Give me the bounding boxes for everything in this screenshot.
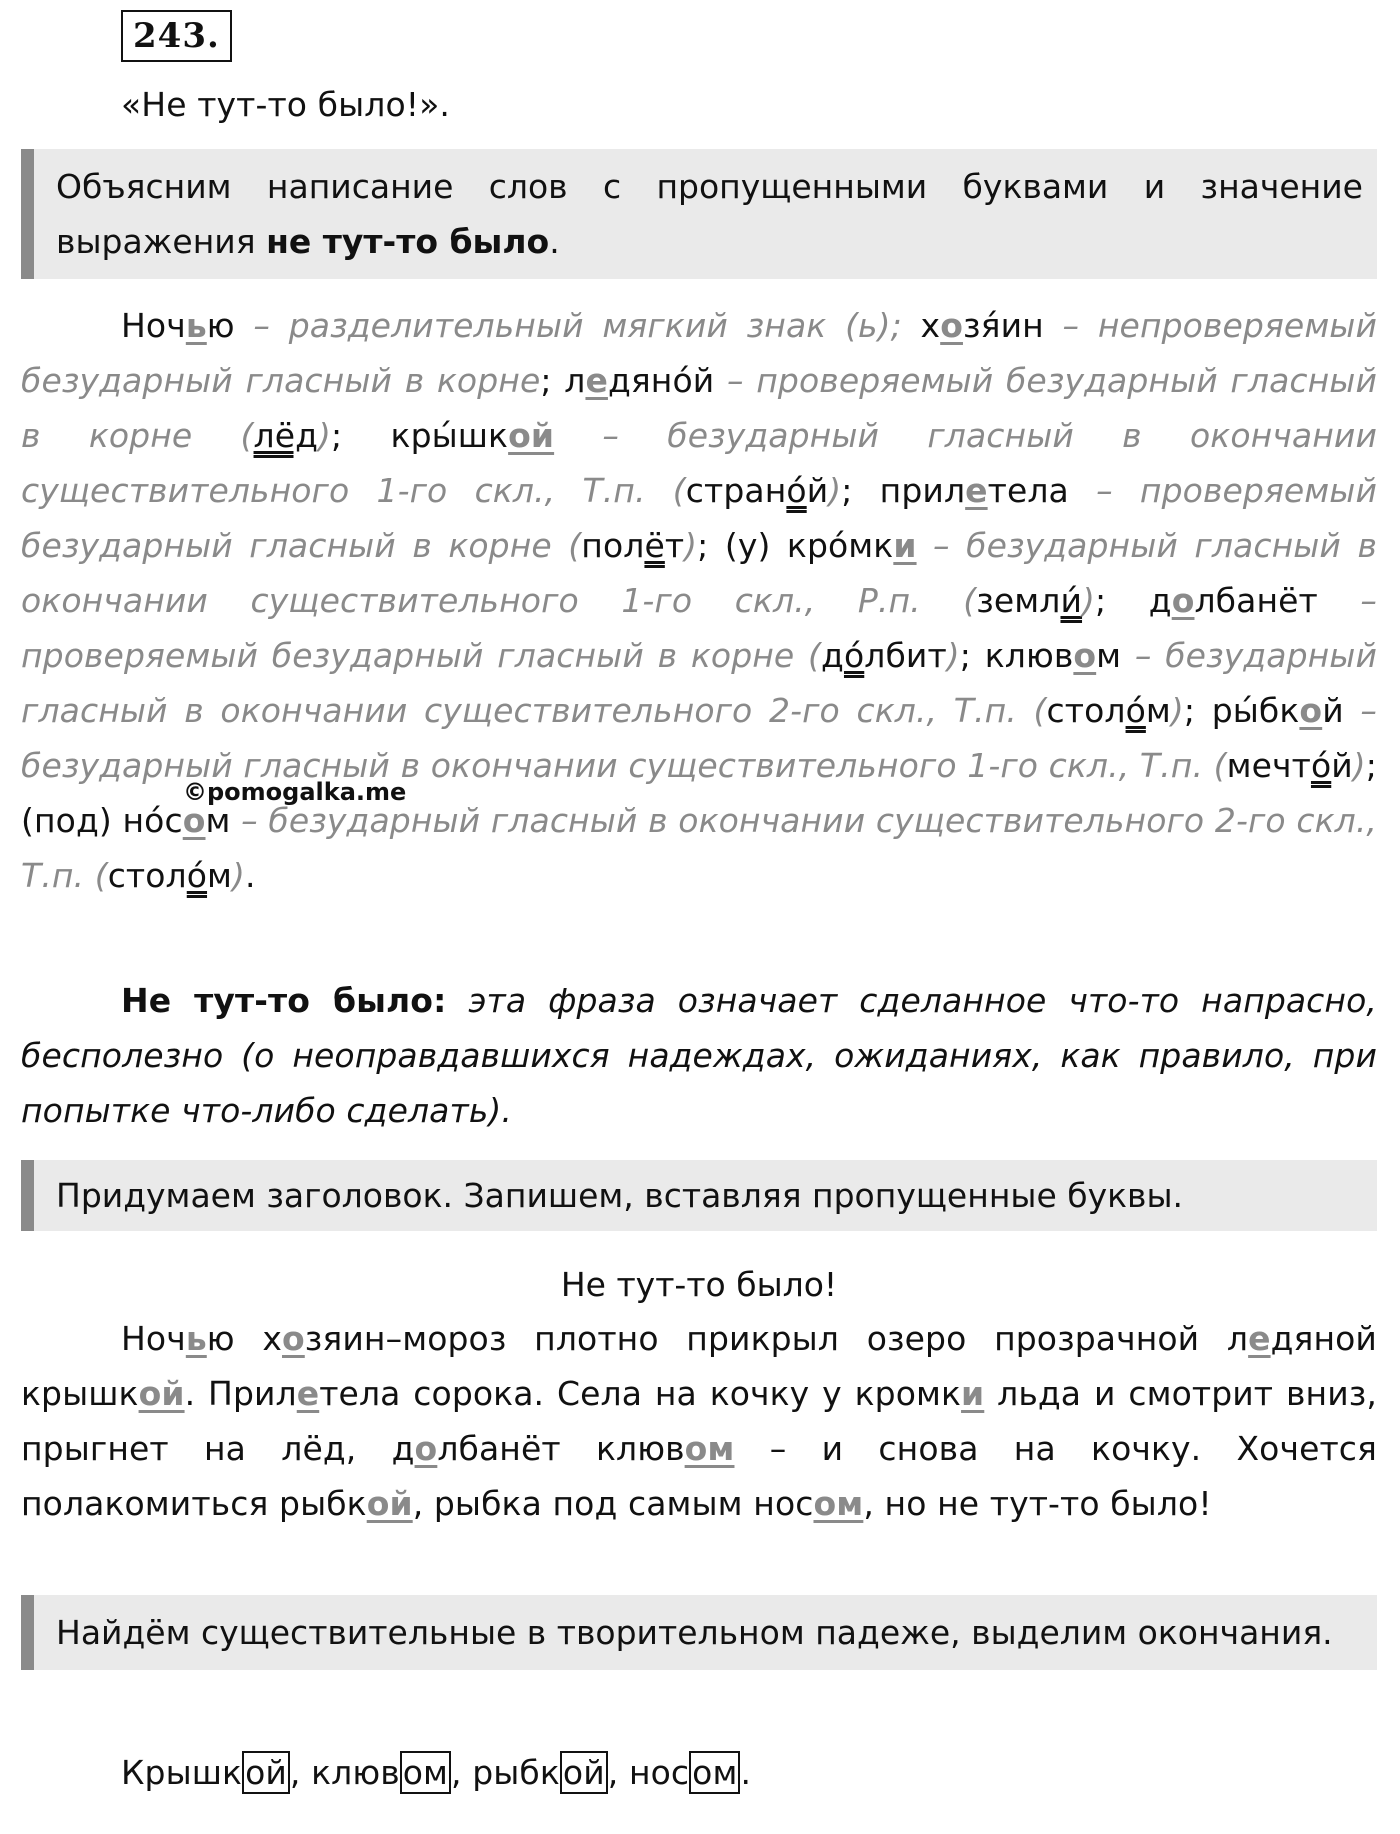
ending-box: ой [560,1751,608,1794]
exercise-number: 243. [121,10,232,62]
story-title: Не тут-то было! [560,1265,838,1304]
task-box-1: Объясним написание слов с пропущенными буквами и значение выражения не тут-то было. [21,149,1377,279]
task-box-2: Придумаем заголовок. Запишем, вставляя пропущенные буквы. [21,1160,1377,1231]
ending-box: ом [400,1751,451,1794]
answer-line: Крышкой, клювом, рыбкой, носом. [121,1753,752,1792]
task-box-3: Найдём существительные в творительном падеже, выделим окончания. [21,1595,1377,1670]
ending-box: ой [242,1751,290,1794]
story-paragraph: Ночью хозяин–мороз плотно прикрыл озеро прозрачной ледяной крышкой. Прилетела сорока. Села на кочку у кромки льда и смотрит вниз, прыгнет на лёд, долбанёт клювом – и снова на кочку. Хочется полакомиться рыбкой, рыбка под самым носом, но не тут-то было! [21,1319,1377,1523]
ending-box: ом [689,1751,740,1794]
watermark: ©pomogalka.me [183,778,407,806]
explanation-paragraph: Ночью – разделительный мягкий знак (ь); хозя́ин – непроверяемый безударный гласный в корне; ледяно́й – проверяемый безударный гласный в корне (лёд); кры́шкой – безударный гласный в окончании существительного 1-го скл., Т.п. (страно́й); прилетела – проверяемый безударный гласный в корне (полёт); (у) кро́мки – безударный гласный в окончании существительного 1-го скл., Р.п. (земли́); долбанёт – проверяемый безударный гласный в корне (до́лбит); клювом – безударный гласный в окончании существительного 2-го скл., Т.п. (столо́м); ры́бкой – безударный гласный в окончании существительного 1-го скл., Т.п. (мечто́й); (под) но́сом – безударный гласный в окончании существительного 2-го скл., Т.п. (столо́м). [21,306,1378,895]
meaning-paragraph: Не тут-то было: эта фраза означает сделанное что-то напрасно, бесполезно (о неоправдавшихся надеждах, ожиданиях, как правило, при попытке что-либо сделать). [21,981,1377,1130]
assignment-title: «Не тут-то было!». [121,85,450,124]
